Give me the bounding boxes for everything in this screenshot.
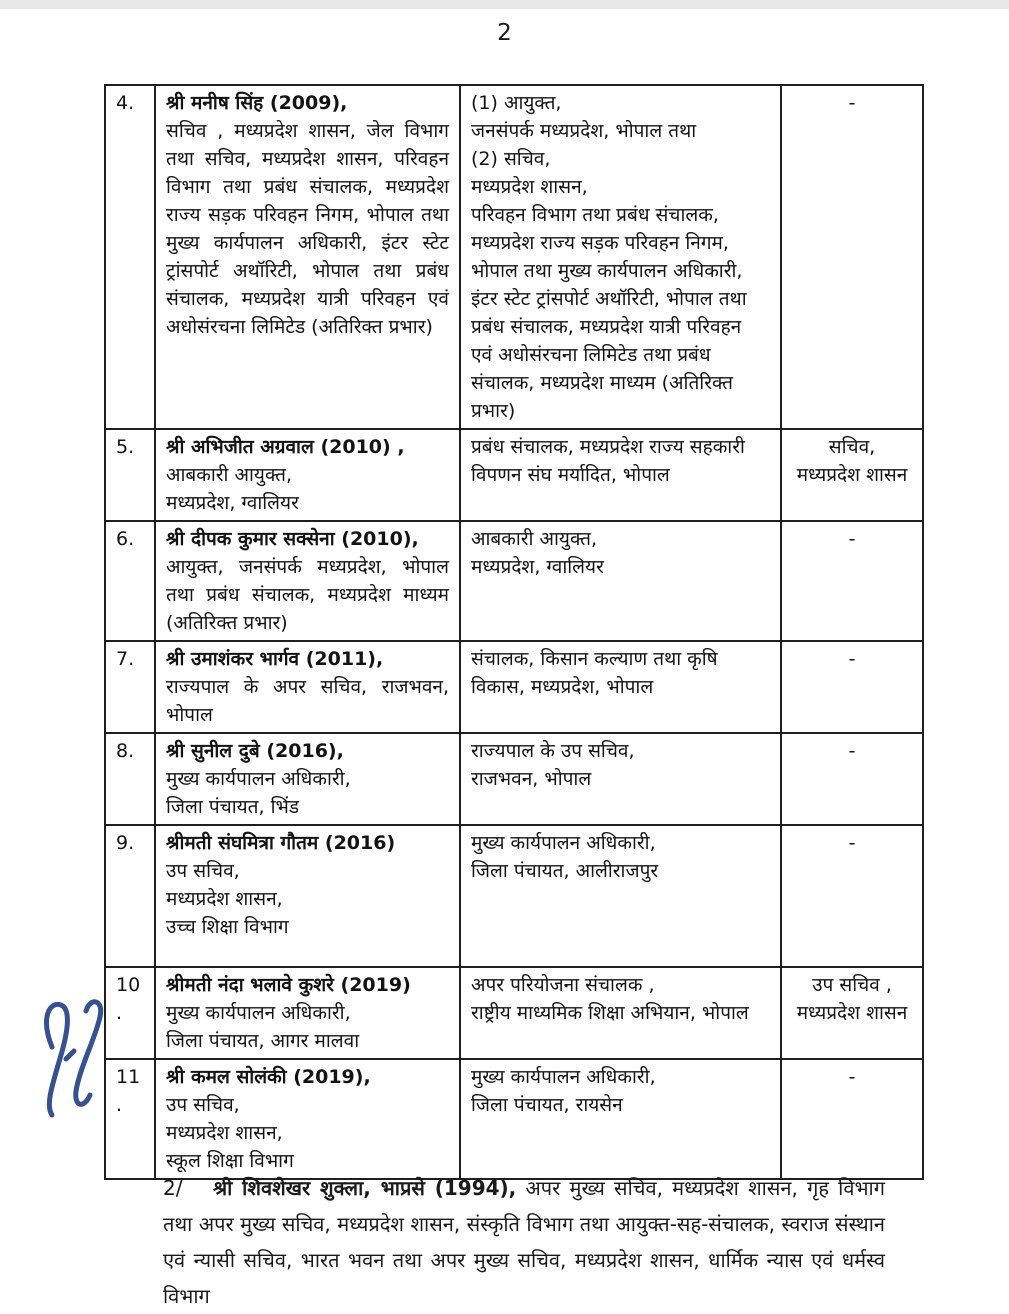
posting-cell: संचालक, किसान कल्याण तथा कृषि विकास, मध्यप्रदेश, भोपाल bbox=[460, 641, 781, 733]
officer-cell bbox=[155, 733, 460, 825]
officer-details: आयुक्त, जनसंपर्क मध्यप्रदेश, भोपाल तथा प्रबंध संचालक, मध्यप्रदेश माध्यम (अतिरिक्त प्रभार) bbox=[166, 556, 449, 634]
footnote-officer-name: श्री शिवशेखर शुक्ला, भाप्रसे (1994), bbox=[213, 1176, 517, 1200]
table-row bbox=[105, 967, 923, 1059]
posting-cell: मुख्य कार्यपालन अधिकारी, जिला पंचायत, आलीराजपुर bbox=[460, 825, 781, 967]
officer-details: आबकारी आयुक्त, मध्यप्रदेश, ग्वालियर bbox=[166, 464, 299, 514]
signature-stroke bbox=[76, 1002, 101, 1105]
posting-cell: प्रबंध संचालक, मध्यप्रदेश राज्य सहकारी विपणन संघ मर्यादित, भोपाल bbox=[460, 429, 781, 521]
officer-details: उप सचिव, मध्यप्रदेश शासन, उच्च शिक्षा विभाग bbox=[166, 860, 289, 938]
posting-cell: अपर परियोजना संचालक , राष्ट्रीय माध्यमिक शिक्षा अभियान, भोपाल bbox=[460, 967, 781, 1059]
signature-stroke bbox=[66, 1051, 74, 1059]
officer-name: श्री अभिजीत अग्रवाल (2010) , bbox=[166, 436, 405, 458]
footnote-index: 2/ bbox=[163, 1176, 183, 1200]
officer-name: श्री मनीष सिंह (2009), bbox=[166, 92, 348, 114]
officer-cell bbox=[155, 1059, 460, 1179]
officer-name: श्री उमाशंकर भार्गव (2011), bbox=[166, 648, 384, 670]
table-row bbox=[105, 825, 923, 967]
row-serial: 4. bbox=[105, 85, 155, 429]
officials-table bbox=[104, 84, 924, 1180]
officer-details: राज्यपाल के अपर सचिव, राजभवन, भोपाल bbox=[166, 676, 449, 726]
officer-name: श्रीमती नंदा भलावे कुशरे (2019) bbox=[166, 974, 411, 996]
posting-cell: मुख्य कार्यपालन अधिकारी, जिला पंचायत, रायसेन bbox=[460, 1059, 781, 1179]
table-row bbox=[105, 1059, 923, 1179]
remark-cell: सचिव, मध्यप्रदेश शासन bbox=[781, 429, 923, 521]
officer-cell bbox=[155, 429, 460, 521]
handwritten-signature bbox=[30, 995, 110, 1130]
officer-cell bbox=[155, 521, 460, 641]
officer-cell bbox=[155, 967, 460, 1059]
remark-cell: उप सचिव , मध्यप्रदेश शासन bbox=[781, 967, 923, 1059]
posting-cell: राज्यपाल के उप सचिव, राजभवन, भोपाल bbox=[460, 733, 781, 825]
footnote-paragraph bbox=[163, 1170, 885, 1314]
officer-details: मुख्य कार्यपालन अधिकारी, जिला पंचायत, भिंड bbox=[166, 768, 351, 818]
row-serial: 7. bbox=[105, 641, 155, 733]
officer-details: सचिव , मध्यप्रदेश शासन, जेल विभाग तथा सचिव, मध्यप्रदेश शासन, परिवहन विभाग तथा प्रबंध संचालक, मध्यप्रदेश राज्य सड़क परिवहन निगम, भोपाल तथा मुख्य कार्यपालन अधिकारी, इंटर स्टेट ट्रांसपोर्ट अथॉरिटी, भोपाल तथा प्रबंध संचालक, मध्यप्रदेश यात्री परिवहन एवं अधोसंरचना लिमिटेड (अतिरिक्त प्रभार) bbox=[166, 120, 449, 338]
remark-cell: - bbox=[781, 641, 923, 733]
table-row bbox=[105, 733, 923, 825]
scan-edge-strip bbox=[0, 0, 1009, 9]
officer-name: श्री कमल सोलंकी (2019), bbox=[166, 1066, 371, 1088]
officer-cell bbox=[155, 85, 460, 429]
officer-name: श्री दीपक कुमार सक्सेना (2010), bbox=[166, 528, 419, 550]
footnote-text: अपर मुख्य सचिव, मध्यप्रदेश शासन, गृह विभाग तथा अपर मुख्य सचिव, मध्यप्रदेश शासन, संस्कृति विभाग तथा आयुक्त-सह-संचालक, स्वराज संस्थान एवं न्यासी सचिव, भारत भवन तथा अपर मुख्य सचिव, मध्यप्रदेश शासन, धार्मिक न्यास एवं धर्मस्व विभाग bbox=[163, 1176, 885, 1308]
officer-details: मुख्य कार्यपालन अधिकारी, जिला पंचायत, आगर मालवा bbox=[166, 1002, 360, 1052]
remark-cell: - bbox=[781, 85, 923, 429]
posting-cell: आबकारी आयुक्त, मध्यप्रदेश, ग्वालियर bbox=[460, 521, 781, 641]
officer-cell bbox=[155, 641, 460, 733]
officer-name: श्री सुनील दुबे (2016), bbox=[166, 740, 344, 762]
remark-cell: - bbox=[781, 825, 923, 967]
row-serial: 6. bbox=[105, 521, 155, 641]
posting-cell: (1) आयुक्त, जनसंपर्क मध्यप्रदेश, भोपाल तथा (2) सचिव, मध्यप्रदेश शासन, परिवहन विभाग तथा प्रबंध संचालक, मध्यप्रदेश राज्य सड़क परिवहन निगम, भोपाल तथा मुख्य कार्यपालन अधिकारी, इंटर स्टेट ट्रांसपोर्ट अथॉरिटी, भोपाल तथा प्रबंध संचालक, मध्यप्रदेश यात्री परिवहन एवं अधोसंरचना लिमिटेड तथा प्रबंध संचालक, मध्यप्रदेश माध्यम (अतिरिक्त प्रभार) bbox=[460, 85, 781, 429]
table-row bbox=[105, 429, 923, 521]
remark-cell: - bbox=[781, 1059, 923, 1179]
officer-cell bbox=[155, 825, 460, 967]
page-number: 2 bbox=[497, 20, 512, 46]
row-serial: 10. bbox=[105, 967, 155, 1059]
table-row bbox=[105, 85, 923, 429]
row-serial: 11. bbox=[105, 1059, 155, 1179]
remark-cell: - bbox=[781, 521, 923, 641]
row-serial: 9. bbox=[105, 825, 155, 967]
table-row bbox=[105, 641, 923, 733]
officer-details: उप सचिव, मध्यप्रदेश शासन, स्कूल शिक्षा विभाग bbox=[166, 1094, 294, 1172]
table-row bbox=[105, 521, 923, 641]
row-serial: 8. bbox=[105, 733, 155, 825]
remark-cell: - bbox=[781, 733, 923, 825]
row-serial: 5. bbox=[105, 429, 155, 521]
officer-name: श्रीमती संघमित्रा गौतम (2016) bbox=[166, 832, 396, 854]
